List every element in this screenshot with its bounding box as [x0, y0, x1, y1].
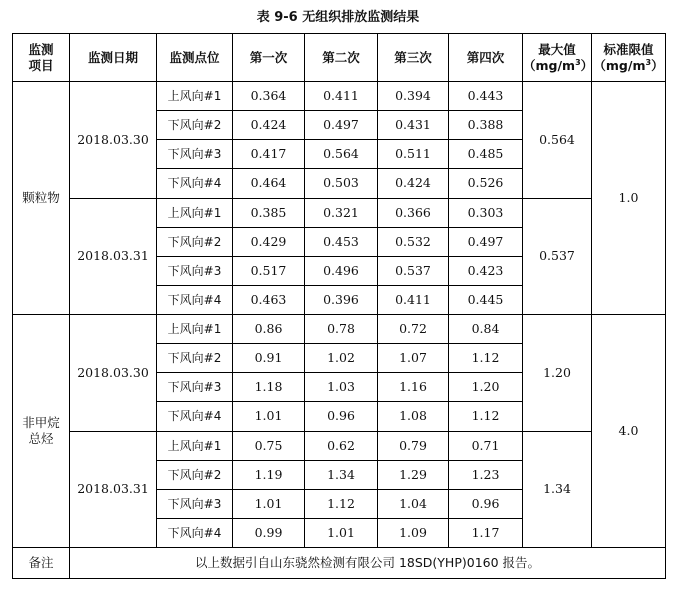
measurement-value: 1.29	[378, 460, 449, 489]
measurement-value: 0.503	[305, 169, 378, 198]
measurement-value: 1.04	[378, 489, 449, 518]
measurement-value: 0.62	[305, 431, 378, 460]
max-value: 0.564	[523, 82, 592, 199]
table-row	[13, 315, 666, 344]
measurement-value: 1.16	[378, 373, 449, 402]
measurement-value: 0.96	[449, 489, 523, 518]
measurement-value: 0.96	[305, 402, 378, 431]
measurement-value: 0.388	[449, 111, 523, 140]
monitoring-point: 下风向#2	[157, 111, 233, 140]
standard-limit: 4.0	[592, 315, 666, 548]
monitoring-date: 2018.03.31	[70, 198, 157, 315]
note-text: 以上数据引自山东骁然检测有限公司 18SD(YHP)0160 报告。	[70, 548, 666, 579]
header-max-unit: $(mg/m^3)$	[523, 57, 594, 73]
measurement-value: 1.01	[233, 489, 305, 518]
measurement-value: 0.91	[233, 344, 305, 373]
measurement-value: 0.564	[305, 140, 378, 169]
measurement-value: 1.17	[449, 518, 523, 547]
measurement-value: 0.431	[378, 111, 449, 140]
header-second: 第二次	[305, 34, 378, 82]
measurement-value: 0.464	[233, 169, 305, 198]
measurement-value: 0.385	[233, 198, 305, 227]
measurement-value: 0.75	[233, 431, 305, 460]
monitoring-point: 下风向#2	[157, 227, 233, 256]
monitoring-point: 下风向#3	[157, 140, 233, 169]
measurement-value: 1.20	[449, 373, 523, 402]
monitoring-item-line2: 总烃	[28, 431, 54, 446]
header-item	[13, 34, 70, 82]
measurement-value: 0.445	[449, 285, 523, 314]
measurement-value: 1.07	[378, 344, 449, 373]
monitoring-point: 下风向#2	[157, 344, 233, 373]
measurement-value: 0.303	[449, 198, 523, 227]
monitoring-date: 2018.03.30	[70, 82, 157, 199]
measurement-value: 0.532	[378, 227, 449, 256]
measurement-value: 0.79	[378, 431, 449, 460]
standard-limit: 1.0	[592, 82, 666, 315]
monitoring-results-table	[12, 33, 666, 579]
monitoring-point: 上风向#1	[157, 82, 233, 111]
measurement-value: 0.86	[233, 315, 305, 344]
measurement-value: 1.01	[305, 518, 378, 547]
measurement-value: 0.411	[305, 82, 378, 111]
measurement-value: 1.19	[233, 460, 305, 489]
max-value: 1.34	[523, 431, 592, 548]
measurement-value: 1.08	[378, 402, 449, 431]
measurement-value: 0.526	[449, 169, 523, 198]
header-row	[13, 34, 666, 82]
measurement-value: 1.12	[305, 489, 378, 518]
header-limit-label: 标准限值	[603, 41, 654, 57]
monitoring-item	[13, 315, 70, 548]
monitoring-point: 下风向#4	[157, 285, 233, 314]
measurement-value: 0.321	[305, 198, 378, 227]
measurement-value: 0.99	[233, 518, 305, 547]
measurement-value: 1.09	[378, 518, 449, 547]
header-limit	[592, 34, 666, 82]
measurement-value: 1.02	[305, 344, 378, 373]
header-date: 监测日期	[70, 34, 157, 82]
header-item-line2: 项目	[28, 57, 54, 73]
measurement-value: 0.71	[449, 431, 523, 460]
table-row	[13, 198, 666, 227]
measurement-value: 0.463	[233, 285, 305, 314]
header-max-label: 最大值	[538, 41, 576, 57]
note-row	[13, 548, 666, 579]
measurement-value: 0.511	[378, 140, 449, 169]
measurement-value: 0.497	[449, 227, 523, 256]
table-caption: 表 9-6 无组织排放监测结果	[256, 10, 420, 25]
monitoring-point: 下风向#4	[157, 169, 233, 198]
table-row	[13, 82, 666, 111]
measurement-value: 0.424	[378, 169, 449, 198]
measurement-value: 1.03	[305, 373, 378, 402]
measurement-value: 0.417	[233, 140, 305, 169]
measurement-value: 0.424	[233, 111, 305, 140]
measurement-value: 0.429	[233, 227, 305, 256]
measurement-value: 0.84	[449, 315, 523, 344]
measurement-value: 0.366	[378, 198, 449, 227]
measurement-value: 0.72	[378, 315, 449, 344]
measurement-value: 0.443	[449, 82, 523, 111]
measurement-value: 0.485	[449, 140, 523, 169]
monitoring-point: 上风向#1	[157, 198, 233, 227]
table-row	[13, 431, 666, 460]
monitoring-point: 下风向#4	[157, 402, 233, 431]
monitoring-point: 下风向#3	[157, 489, 233, 518]
measurement-value: 1.34	[305, 460, 378, 489]
max-value: 0.537	[523, 198, 592, 315]
measurement-value: 0.496	[305, 256, 378, 285]
header-limit-unit: $(mg/m^3)$	[593, 57, 664, 73]
measurement-value: 0.537	[378, 256, 449, 285]
monitoring-point: 下风向#2	[157, 460, 233, 489]
header-max	[523, 34, 592, 82]
measurement-value: 0.411	[378, 285, 449, 314]
monitoring-point: 上风向#1	[157, 315, 233, 344]
measurement-value: 0.396	[305, 285, 378, 314]
measurement-value: 0.78	[305, 315, 378, 344]
monitoring-item-line1: 颗粒物	[22, 190, 60, 205]
measurement-value: 1.23	[449, 460, 523, 489]
monitoring-item	[13, 82, 70, 315]
header-fourth: 第四次	[449, 34, 523, 82]
measurement-value: 1.18	[233, 373, 305, 402]
monitoring-date: 2018.03.31	[70, 431, 157, 548]
header-point: 监测点位	[157, 34, 233, 82]
note-label: 备注	[13, 548, 70, 579]
measurement-value: 0.364	[233, 82, 305, 111]
measurement-value: 0.453	[305, 227, 378, 256]
measurement-value: 1.12	[449, 402, 523, 431]
measurement-value: 1.01	[233, 402, 305, 431]
monitoring-point: 下风向#4	[157, 518, 233, 547]
measurement-value: 0.497	[305, 111, 378, 140]
max-value: 1.20	[523, 315, 592, 432]
measurement-value: 0.394	[378, 82, 449, 111]
measurement-value: 1.12	[449, 344, 523, 373]
monitoring-point: 下风向#3	[157, 373, 233, 402]
measurement-value: 0.423	[449, 256, 523, 285]
monitoring-date: 2018.03.30	[70, 315, 157, 432]
measurement-value: 0.517	[233, 256, 305, 285]
monitoring-item-line1: 非甲烷	[22, 415, 60, 430]
monitoring-point: 下风向#3	[157, 256, 233, 285]
header-first: 第一次	[233, 34, 305, 82]
header-third: 第三次	[378, 34, 449, 82]
monitoring-point: 上风向#1	[157, 431, 233, 460]
table-body	[13, 82, 666, 548]
header-item-line1: 监测	[28, 41, 54, 57]
